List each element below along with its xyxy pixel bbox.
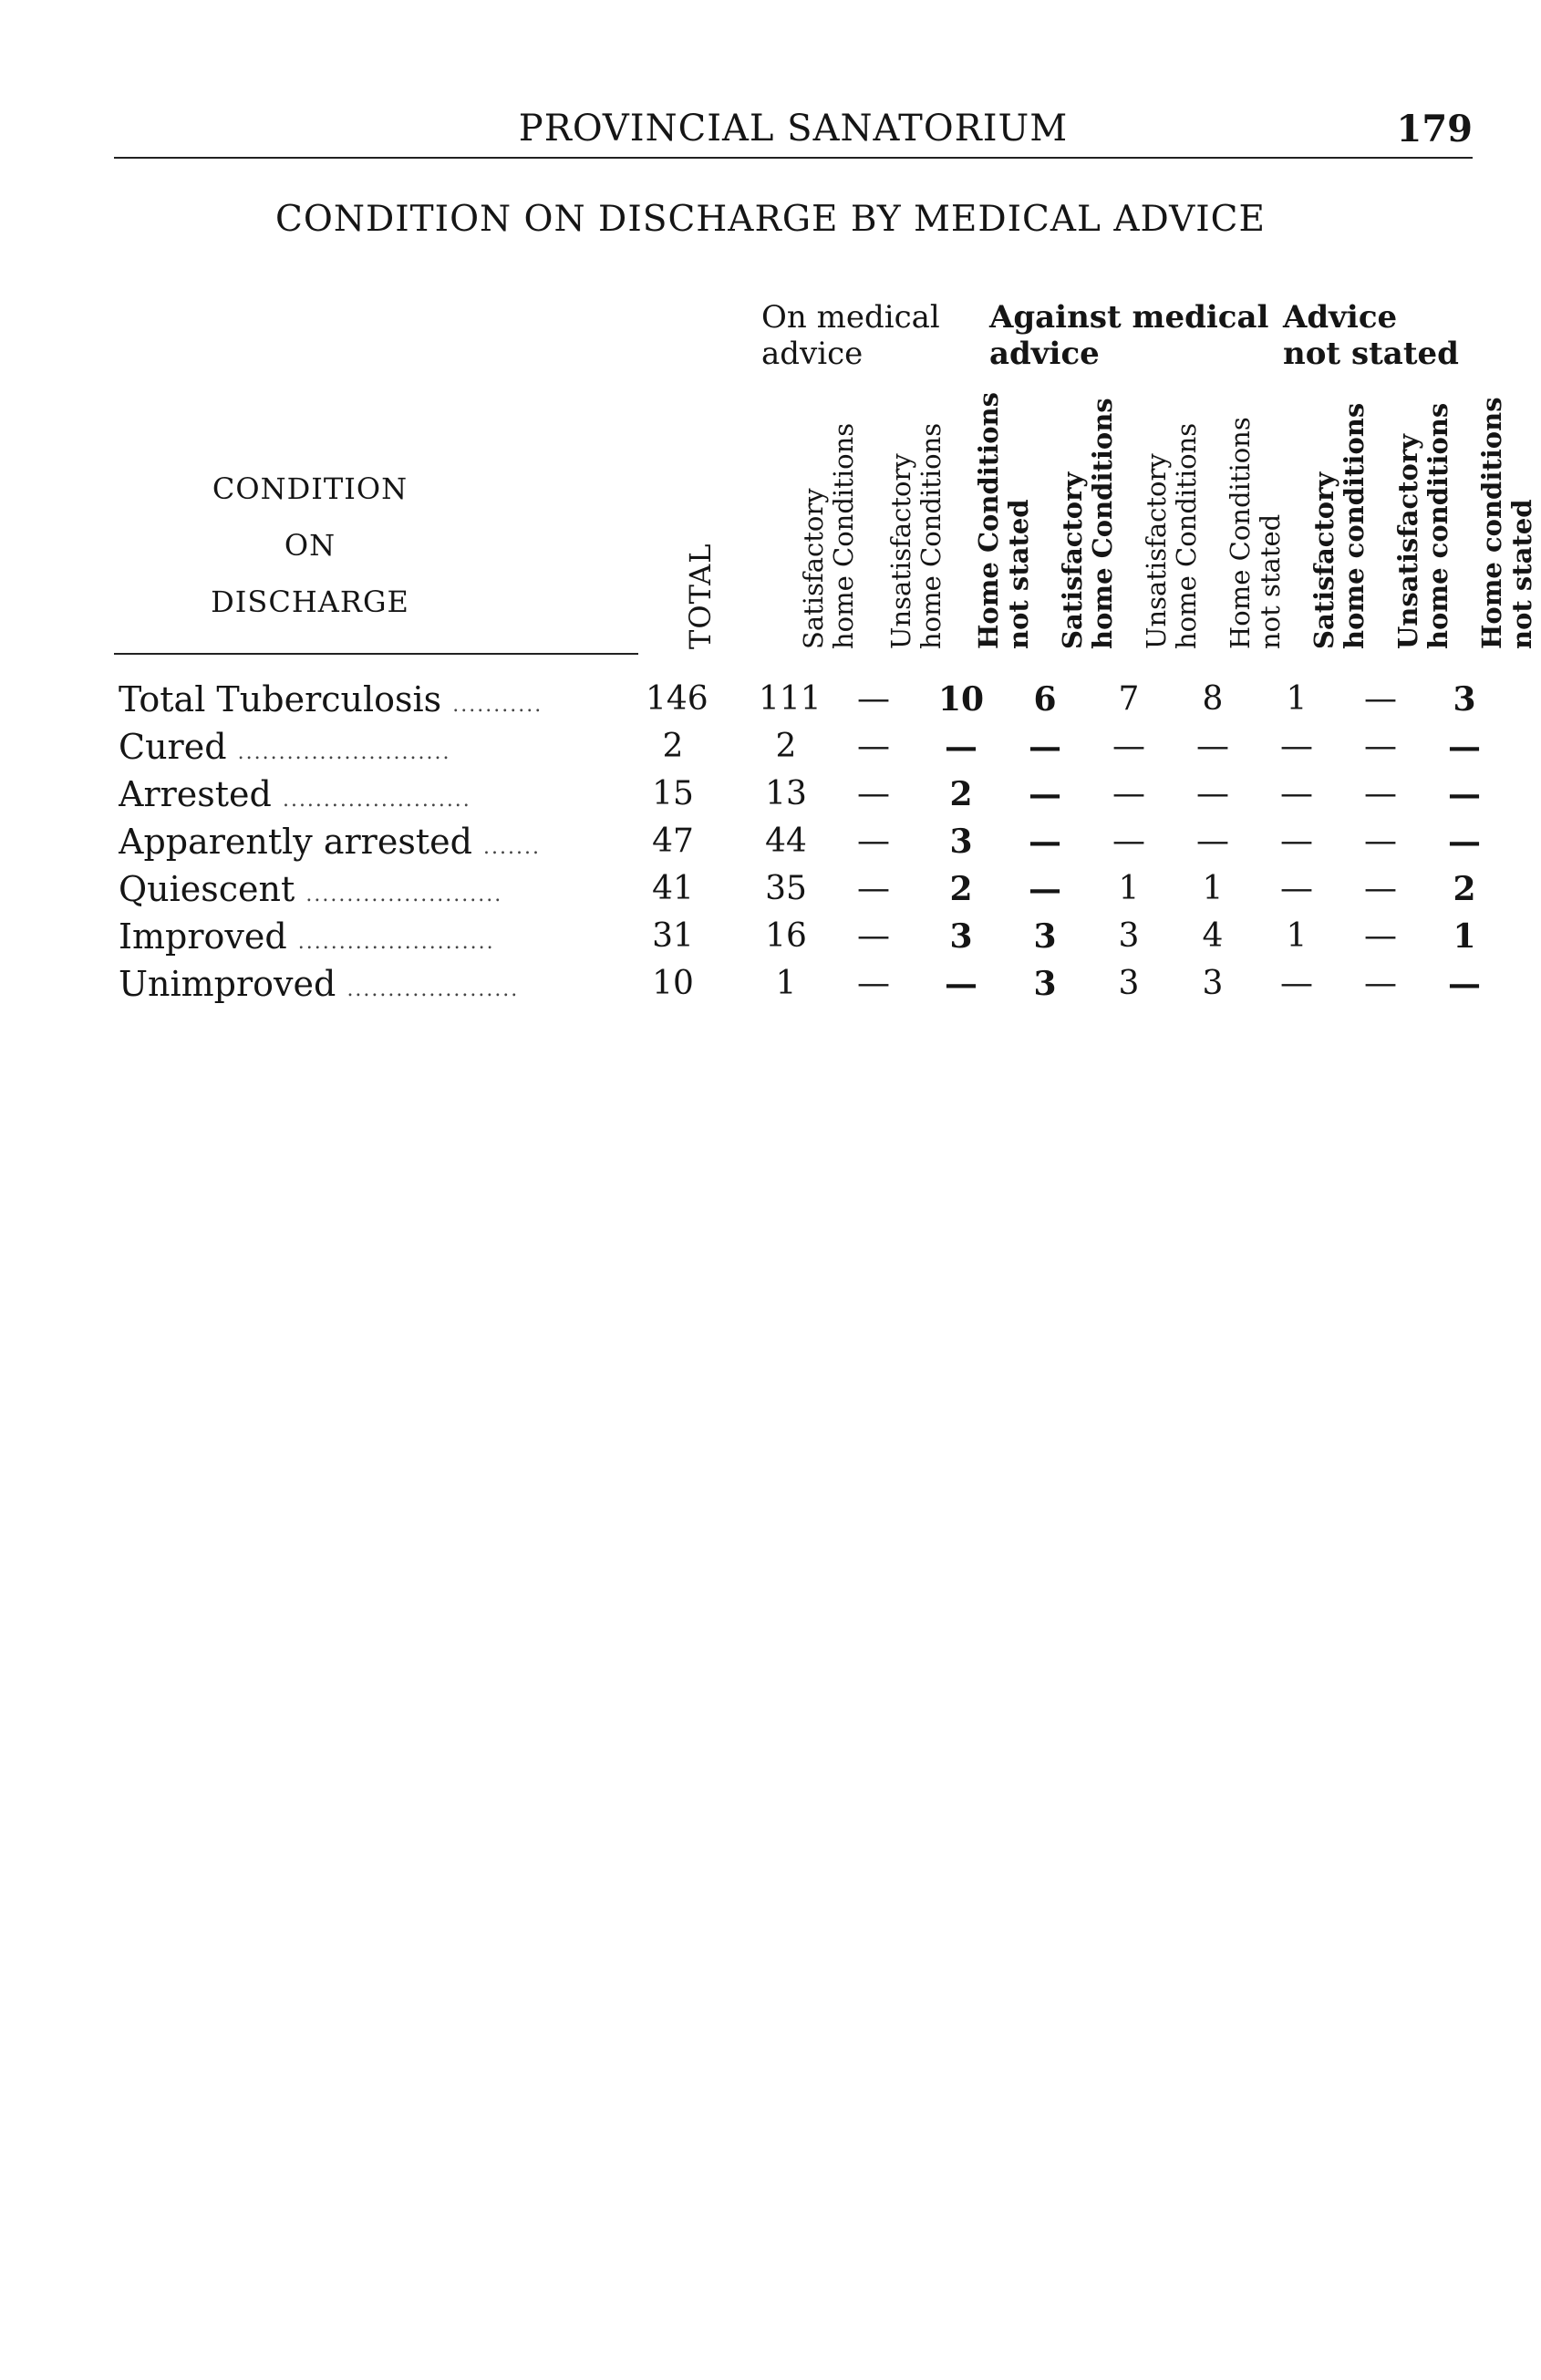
table-cell: — [1280,870,1313,907]
table-cell: 10 [937,680,985,719]
row-label-arrested: Arrested ....................... [119,774,471,814]
table-cell: 8 [1202,680,1224,718]
table-cell: — [1448,823,1481,861]
column-heading-total: TOTAL [683,543,718,649]
table-cell: — [857,917,890,955]
table-cell: — [857,823,890,860]
table-cell: 3 [1118,917,1140,955]
table-cell: 3 [1202,965,1224,1002]
table-cell: 2 [775,728,797,765]
table-cell: 3 [1118,965,1140,1002]
group-heading-on-medical-advice: On medical advice [761,299,940,372]
table-cell: — [1112,775,1145,812]
table-cell: — [1196,728,1229,765]
table-cell: — [1196,823,1229,860]
page-number: 179 [1396,108,1473,150]
table-cell: 1 [1453,917,1476,956]
row-label-improved: Improved ........................ [119,916,495,957]
table-cell: 4 [1202,917,1224,955]
stub-heading-rule [114,653,638,655]
table-cell: — [857,870,890,907]
table-cell: — [1280,728,1313,765]
table-cell: — [857,965,890,1002]
column-heading: Satisfactory home Conditions [1057,398,1118,649]
table-cell: 41 [652,870,694,907]
running-title: PROVINCIAL SANATORIUM [518,108,1069,150]
table-cell: 3 [949,823,973,861]
table-cell: 111 [759,680,822,718]
row-label-total-tuberculosis: Total Tuberculosis ........... [119,679,543,719]
table-cell: 44 [765,823,807,860]
table-cell: 3 [1033,965,1057,1003]
table-cell: — [1448,965,1481,1003]
table-cell: 2 [949,870,973,908]
table-cell: 13 [765,775,807,812]
column-heading: Unsatisfactory home Conditions [885,422,946,649]
table-cell: — [1364,728,1397,765]
table-cell: — [1364,823,1397,860]
stub-heading: CONDITION ON DISCHARGE [211,471,409,619]
row-label-quiescent: Quiescent ........................ [119,869,503,909]
table-cell: — [1448,728,1481,766]
table-cell: 47 [652,823,694,860]
table-cell: 10 [652,965,694,1002]
table-cell: 146 [646,680,708,718]
column-heading: Satisfactory home conditions [1308,402,1370,649]
table-cell: 2 [949,775,973,813]
table-cell: 1 [1286,917,1308,955]
table-cell: 15 [652,775,694,812]
table-cell: — [1364,965,1397,1002]
table-cell: — [1364,870,1397,907]
column-heading: Unsatisfactory home conditions [1392,402,1453,649]
table-cell: 1 [1118,870,1140,907]
table-cell: — [1029,728,1061,766]
table-cell: 2 [662,728,684,765]
table-title: CONDITION ON DISCHARGE BY MEDICAL ADVICE [275,199,1266,240]
table-cell: 1 [1286,680,1308,718]
group-heading-against-medical-advice: Against medical advice [989,299,1269,372]
table-cell: — [1280,775,1313,812]
table-cell: 1 [775,965,797,1002]
column-heading: Home Conditions not stated [1225,417,1286,649]
table-cell: — [1112,823,1145,860]
table-cell: — [1364,917,1397,955]
row-label-cured: Cured .......................... [119,727,451,767]
table-cell: 3 [1453,680,1476,719]
table-cell: — [945,728,977,766]
table-cell: 1 [1202,870,1224,907]
table-cell: — [1364,775,1397,812]
table-cell: — [1448,775,1481,813]
table-cell: — [1280,823,1313,860]
table-cell: 2 [1453,870,1476,908]
table-cell: — [857,775,890,812]
table-cell: 16 [765,917,807,955]
group-heading-advice-not-stated: Advice not stated [1283,299,1459,372]
table-cell: — [857,680,890,718]
table-cell: 35 [765,870,807,907]
row-label-apparently-arrested: Apparently arrested ....... [119,822,541,862]
table-cell: — [1029,870,1061,908]
column-heading: Satisfactory home Conditions [798,422,859,649]
table-cell: 7 [1118,680,1140,718]
table-cell: — [1112,728,1145,765]
table-cell: — [857,728,890,765]
column-heading: Home conditions not stated [1476,397,1537,649]
table-cell: — [1196,775,1229,812]
table-cell: — [1280,965,1313,1002]
row-label-unimproved: Unimproved ..................... [119,964,520,1004]
table-cell: — [945,965,977,1003]
table-cell: — [1029,823,1061,861]
table-cell: — [1364,680,1397,718]
table-cell: 31 [652,917,694,955]
table-cell: 3 [949,917,973,956]
running-head [114,102,1473,159]
column-heading: Home Conditions not stated [973,392,1034,649]
table-cell: 6 [1033,680,1057,719]
column-heading: Unsatisfactory home Conditions [1141,422,1202,649]
table-cell: 3 [1033,917,1057,956]
table-cell: — [1029,775,1061,813]
